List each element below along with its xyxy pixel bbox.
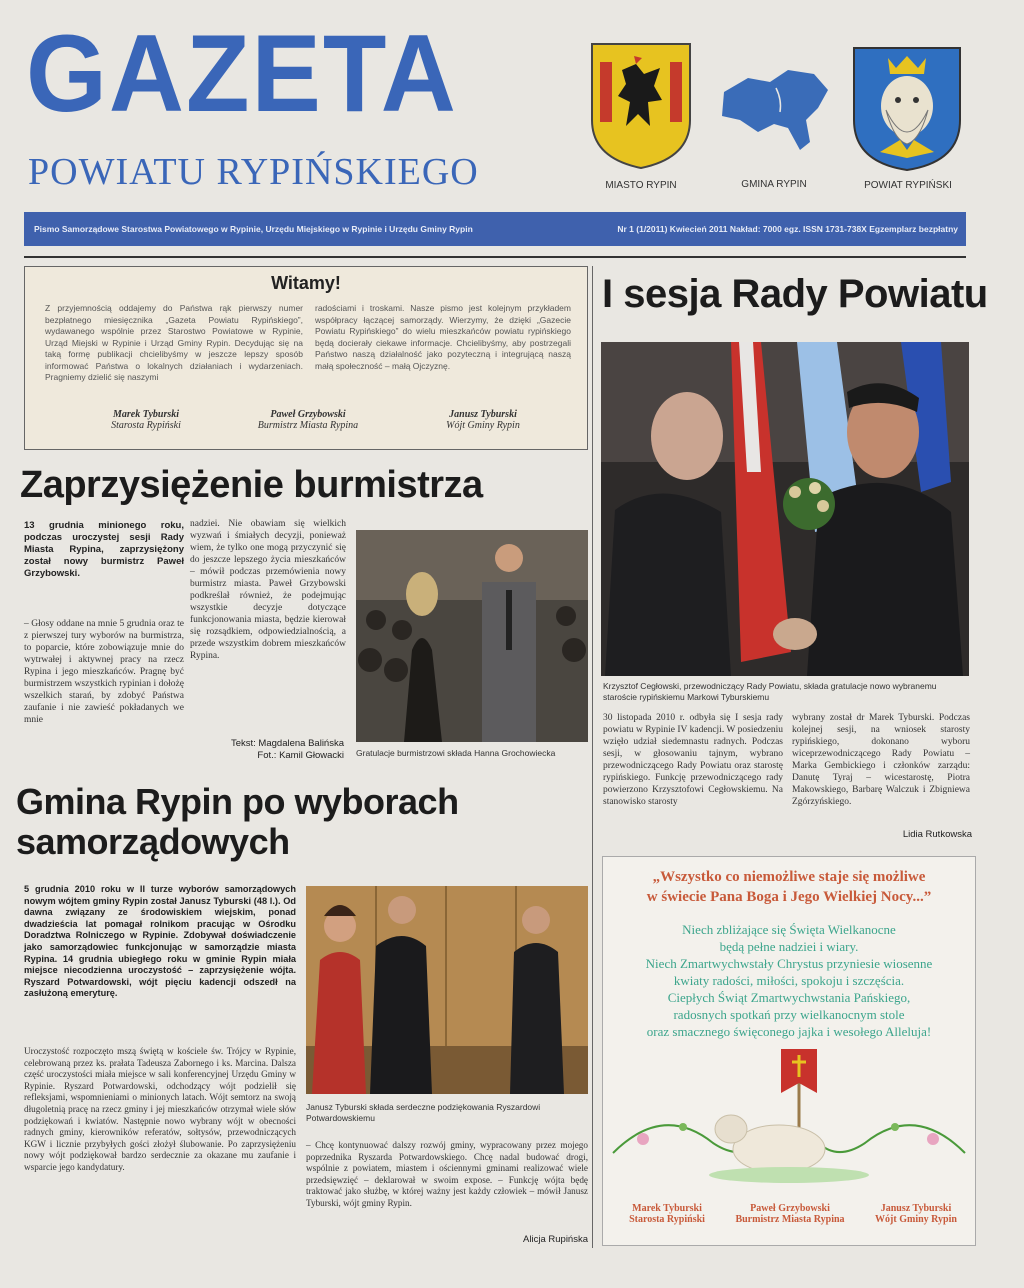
gmina-credit: Alicja Rupińska bbox=[523, 1234, 588, 1245]
session-credit: Lidia Rutkowska bbox=[902, 829, 972, 840]
welcome-text-col1: Z przyjemnością oddajemy do Państwa rąk pierwszy numer bezpłatnego miesięcznika „Gazeta Powiatu Rypińskiego”, wydawanego wspólnie przez Starostwo Powiatowe w Rypinie, Urząd Miejski w Rypinie i Urząd Gminy Rypin. Decydując się na taką formę publikacji chcielibyśmy w jeszcze lepszy sposób informować Państwa o lokalnych działaniach i wydarzeniach. Pragniemy dzielić się naszymi bbox=[45, 303, 303, 382]
signature-role: Burmistrz Miasta Rypina bbox=[735, 1214, 845, 1225]
gmina-photo-caption: Janusz Tyburski składa serdeczne podziękowania Ryszardowi Potwardowskiemu bbox=[306, 1102, 541, 1123]
signature-role: Wójt Gminy Rypin bbox=[446, 420, 520, 431]
signature-name: Marek Tyburski bbox=[112, 409, 180, 420]
gmina-lead: 5 grudnia 2010 roku w II turze wyborów samorządowych nowym wójtem gminy Rypin został Janusz Tyburski (48 l.). Od dawna związany ze środowiskiem wiejskim, ponad dwadzieścia lat pomagał rolnikom pracując w Ośrodku Doradztwa Rolniczego w Rypinie. Zdobywał doświadczenie jako samorządowiec funkcjonując w samorządzie miasta Rypina. 14 grudnia ubiegłego roku w gminie Rypin miała miejsce niecodzienna uroczystość – zaprzysiężenie wójta. Ryszard Potwardowski, wójt pięciu kadencji odszedł na zasłużoną emeryturę. bbox=[24, 884, 296, 999]
easter-wishes bbox=[603, 921, 975, 1040]
oath-text-col2: nadziei. Nie obawiam się wielkich wyzwań i śmiałych decyzji, ponieważ wiem, że tylko one mogą przyczynić się do jeszcze lepszego życia mieszkańców – mówił podczas przemówienia nowy burmistrz miasta. Paweł Grzybowski podkreślał również, że podejmując wszystkie decyzje dotyczące funkcjonowania miasta, będzie kierował się rozsądkiem, odpowiedzialnością, a przede wszystkim dobrem mieszkańców Rypina. bbox=[190, 519, 346, 661]
signature-name: Marek Tyburski bbox=[632, 1203, 702, 1214]
signature-role: Starosta Rypiński bbox=[111, 420, 181, 431]
gmina-map-icon bbox=[718, 64, 834, 154]
oath-headline: Zaprzysiężenie burmistrza bbox=[20, 464, 483, 506]
signature-name: Janusz Tyburski bbox=[449, 409, 517, 420]
oath-credit-photo: Fot.: Kamil Głowacki bbox=[257, 750, 344, 761]
oath-text-col1: – Głosy oddane na mnie 5 grudnia oraz te z pierwszej tury wyborów na burmistrza, to poparcie, które zobowiązuje mnie do wytrwałej i aktywnej pracy na rzecz Rypina i jego mieszkańców. Pragnę być burmistrzem wszystkich rypinian i dołożę wszelkich starań, by zdobyć Państwa zaufanie i nie zawieść pokładanych we mnie bbox=[24, 619, 184, 725]
session-text-col1: 30 listopada 2010 r. odbyła się I sesja rady powiatu w Rypinie IV kadencji. W posiedzeniu wzięło udział siedemnastu radnych. Podczas sesji, w głosowaniu tajnym, wybrano przewodniczącego Rady Powiatu oraz starostę rypińskiego. Funkcję przewodniczącego rady powierzono Krzysztofowi Cegłowskiemu. Na stanowisko starosty bbox=[603, 713, 783, 807]
banner-publisher: Pismo Samorządowe Starostwa Powiatowego w Rypinie, Urzędu Miejskiego w Rypinie i Urzędu Gminy Rypin bbox=[34, 224, 473, 234]
wish-line: będą pełne nadziei i wiary. bbox=[719, 939, 859, 954]
easter-signature-3 bbox=[859, 1203, 973, 1225]
signature-role: Burmistrz Miasta Rypina bbox=[257, 420, 359, 431]
signature-name: Janusz Tyburski bbox=[880, 1203, 952, 1214]
gmina-headline-line2: samorządowych bbox=[16, 821, 290, 862]
powiat-rypinski-crest-icon bbox=[850, 44, 964, 172]
masthead-subtitle: POWIATU RYPIŃSKIEGO bbox=[28, 151, 479, 193]
wish-line: Ciepłych Świąt Zmartwychwstania Pańskiego, bbox=[667, 990, 911, 1005]
miasto-rypin-crest-icon bbox=[588, 40, 694, 170]
wish-line: radosnych spotkań przy wielkanocnym stole bbox=[673, 1007, 905, 1022]
column-divider bbox=[592, 266, 593, 1248]
welcome-box bbox=[24, 266, 588, 450]
crest-label-powiat: POWIAT RYPIŃSKI bbox=[864, 180, 952, 191]
welcome-signature-1 bbox=[71, 409, 221, 431]
wish-line: kwiaty radości, miłości, spokoju i szczęścia. bbox=[673, 973, 905, 988]
wish-line: Niech Zmartwychwstały Chrystus przyniesie wiosenne bbox=[645, 956, 933, 971]
gmina-headline bbox=[16, 782, 459, 862]
welcome-title: Witamy! bbox=[271, 273, 341, 293]
session-photo bbox=[601, 342, 969, 676]
gmina-quote: – Chcę kontynuować dalszy rozwój gminy, wypracowany przez mojego poprzednika Ryszarda Potwardowskiego. Chcę nadal budować drogi, wspólnie z powiatem, miastem i ościennymi gminami realizować wiele przedsięwzięć – deklarował w swoim expose. – Funkcję wójta będę traktować jako służbę, w której ważny jest każdy człowiek – mówił Janusz Tyburski, wójt gminy Rypin. bbox=[306, 1140, 588, 1208]
header-rule bbox=[24, 256, 966, 258]
session-headline: I sesja Rady Powiatu bbox=[602, 272, 988, 316]
gmina-photo bbox=[306, 886, 588, 1094]
oath-photo bbox=[356, 530, 588, 742]
easter-signature-2 bbox=[725, 1203, 855, 1225]
easter-quote-line2: w świecie Pana Boga i Jego Wielkiej Nocy...” bbox=[646, 889, 932, 905]
crest-label-gmina: GMINA RYPIN bbox=[741, 179, 807, 190]
signature-name: Paweł Grzybowski bbox=[270, 409, 346, 420]
session-text-col2: wybrany został dr Marek Tyburski. Podczas kolejnej sesji, na wniosek starosty rypińskiego, dokonano wyboru wiceprzewodniczącego Rady Powiatu – Marka Gembickiego i członków zarządu: Danutę Tyraj – wicestarostę, Piotra Makowskiego, Barbarę Walczuk i Zbigniewa Zgórzyńskiego. bbox=[792, 713, 970, 807]
easter-lamb-illustration bbox=[603, 1043, 975, 1193]
issue-banner bbox=[24, 212, 966, 246]
oath-credit-text: Tekst: Magdalena Balińska bbox=[230, 738, 344, 749]
signature-role: Wójt Gminy Rypin bbox=[875, 1214, 957, 1225]
welcome-signature-3 bbox=[403, 409, 563, 431]
easter-greetings-box bbox=[602, 856, 976, 1246]
gmina-text: Uroczystość rozpoczęto mszą świętą w kościele św. Trójcy w Rypinie, celebrowaną przez ks. prałata Tadeusza Zabornego i ks. Marcina. Dalsza część uroczystości miała miejsce w sali konferencyjnej Urzędu Gminy w Rypinie. Ryszard Potwardowski, odchodzący wójt podzielił się refleksjami, wspomnieniami o minionych latach. Wójt semtorz na swoją długoletnią pracę na rzecz gminy i jej mieszkańców otrzymał wiele słów podziękowań i kwiatów. Następnie nowo wybrany wójt w obecności radnych gminy, kierowników referatów, sołtysów, przewodniczących KGW i licznie przybyłych gości złożył ślubowanie. Po zaprzysiężeniu nowy wójt podziękował bardzo serdecznie za okazane mu zaufanie i wsparcie jego kandydatury. bbox=[24, 1046, 296, 1172]
crest-label-miasto: MIASTO RYPIN bbox=[605, 180, 677, 191]
banner-issue-info: Nr 1 (1/2011) Kwiecień 2011 Nakład: 7000 egz. ISSN 1731-738X Egzemplarz bezpłatny bbox=[617, 224, 958, 234]
oath-lead: 13 grudnia minionego roku, podczas uroczystej sesji Rady Miasta Rypina, zaprzysiężony został nowy burmistrz Paweł Grzybowski. bbox=[24, 520, 184, 579]
oath-photo-caption: Gratulacje burmistrzowi składa Hanna Grochowiecka bbox=[356, 748, 556, 758]
signature-role: Starosta Rypiński bbox=[629, 1214, 705, 1225]
easter-quote bbox=[603, 857, 975, 907]
welcome-signature-2 bbox=[231, 409, 385, 431]
session-photo-caption: Krzysztof Cegłowski, przewodniczący Rady Powiatu, składa gratulacje nowo wybranemu staroście rypińskiemu Markowi Tyburskiemu bbox=[603, 681, 937, 702]
masthead-title: GAZETA bbox=[26, 13, 458, 135]
welcome-text-col2: radościami i troskami. Nasze pismo jest kolejnym przykładem współpracy łączącej samorządy. Wierzymy, że dzięki „Gazecie Powiatu Rypińskiego” do wielu mieszkańców powiatu rypińskiego będą docierały ciekawe informacje. Chcielibyśmy, aby postrzegali Państwo naszą działalność jako pozyteczną i integrującą naszą małą społeczność – małą Ojczyznę. bbox=[315, 303, 571, 371]
wish-line: oraz smacznego święconego jajka i wesołego Alleluja! bbox=[646, 1024, 932, 1039]
signature-name: Paweł Grzybowski bbox=[750, 1203, 830, 1214]
easter-signature-1 bbox=[607, 1203, 727, 1225]
gmina-headline-line1: Gmina Rypin po wyborach bbox=[16, 781, 459, 822]
easter-quote-line1: „Wszystko co niemożliwe staje się możliwe bbox=[652, 869, 926, 885]
wish-line: Niech zbliżające się Święta Wielkanocne bbox=[682, 922, 896, 937]
